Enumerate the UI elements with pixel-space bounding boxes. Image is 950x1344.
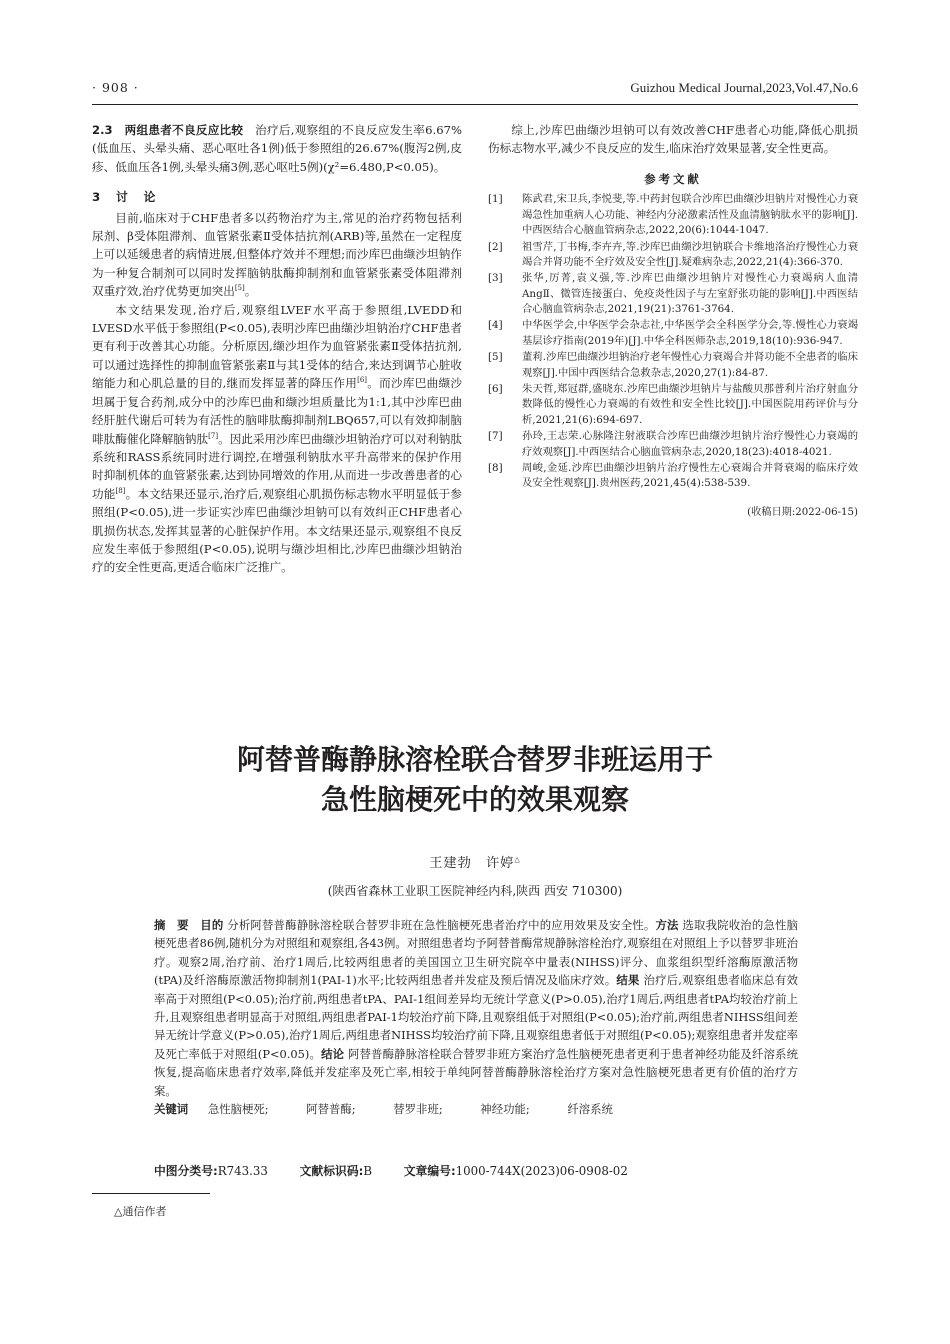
- reference-item: [7] 孙玲,王志荣.心脉隆注射液联合沙库巴曲缬沙坦钠片治疗慢性心力衰竭的疗效观察[J].中西医结合心脑血管病杂志,2020,18(23):4018-4021.: [488, 430, 858, 458]
- citation-6: [6]: [357, 376, 368, 385]
- section-3-heading: 3 讨 论: [92, 190, 158, 205]
- section-2-3-heading: 2.3 两组患者不良反应比较: [92, 123, 244, 137]
- reference-item: [8] 周峻,金延.沙库巴曲缬沙坦钠片治疗慢性左心衰竭合并肾衰竭的临床疗效及安全性观察[J].贵州医药,2021,45(4):538-539.: [488, 461, 858, 490]
- reference-item: [1] 陈武君,宋卫兵,李悦斐,等.中药封包联合沙库巴曲缬沙坦钠片对慢性心力衰竭急性加重病人心功能、神经内分泌激素活性及血清脑钠肽水平的影响[J].中西医结合心脑血管病杂志,2022,20(6):1044-1047.: [488, 193, 858, 237]
- method-text: 选取我院收治的急性脑梗死患者86例,随机分为对照组和观察组,各43例。对照组患者均予阿替普酶常规静脉溶栓治疗,观察组在对照组上予以替罗非班治疗。观察2周,治疗前、治疗1周后,比较两组患者的美国国立卫生研究院卒中量表(NIHSS)评分、血浆组织型纤溶酶原激活物(tPA)及纤溶酶原激活物抑制剂1(PAI-1)水平;比较两组患者并发症及预后情况及临床疗效。: [154, 918, 798, 988]
- clc-number: 中图分类号:R743.33: [154, 1164, 268, 1178]
- reference-item: [2] 祖雪芹,丁书梅,李卉卉,等.沙库巴曲缬沙坦钠联合卡维地洛治疗慢性心力衰竭合并肾功能不全疗效及安全性[J].疑难病杂志,2022,21(4):366-370.: [488, 240, 858, 269]
- keyword: 替罗非班;: [393, 1102, 443, 1117]
- reference-item: [4] 中华医学会,中华医学会杂志社,中华医学会全科医学分会,等.慢性心力衰竭基层诊疗指南(2019年)[J].中华全科医师杂志,2019,18(10):936-947.: [488, 319, 858, 348]
- running-header: [92, 80, 858, 100]
- section-2-3-text: 治疗后,观察组的不良反应发生率6.67%(低血压、头晕头痛、恶心呕吐各1例)低于参照组的26.67%(腹泻2例,皮疹、低血压各1例,头晕头痛3例,恶心呕吐5例)(χ²=6.480,P<0.05)。: [92, 123, 462, 174]
- discussion-paragraph-2: 本文结果发现,治疗后,观察组LVEF水平高于参照组,LVEDD和LVESD水平低于参照组(P<0.05),表明沙库巴曲缬沙坦钠治疗CHF患者更有利于改善其心功能。分析原因,缬沙坦作为血管紧张素Ⅱ受体拮抗剂,可以通过选择性的抑制血管紧张素Ⅱ与其1受体的结合,来达到调节心脏收缩能力和心肌总量的目的,继而发挥显著的降压作用[6]。而沙库巴曲缬沙坦属于复合药剂,成分中的沙库巴曲和缬沙坦质量比为1:1,其中沙库巴曲经肝脏代谢后可转为有活性的脑啡肽酶抑制剂LBQ657,可以有效抑制脑啡肽酶催化降解脑钠肽[7]。因此采用沙库巴曲缬沙坦钠治疗可以对利钠肽系统和RASS系统同时进行调控,在增强利钠肽水平升高带来的保护作用时抑制机体的血管紧张素,达到协同增效的作用,从而进一步改善患者的心功能[8]。本文结果还显示,治疗后,观察组心肌损伤标志物水平明显低于参照组(P<0.05),进一步证实沙库巴曲缬沙坦钠可以有效纠正CHF患者心肌损伤状态,发挥其显著的心脏保护作用。本文结果还显示,观察组不良反应发生率低于参照组(P<0.05),说明与缬沙坦相比,沙库巴曲缬沙坦钠治疗的安全性更高,更适合临床广泛推广。: [92, 302, 462, 575]
- reference-item: [5] 董莉.沙库巴曲缬沙坦钠治疗老年慢性心力衰竭合并肾功能不全患者的临床观察[J].中国中西医结合急救杂志,2020,27(1):84-87.: [488, 351, 858, 379]
- journal-citation: Guizhou Medical Journal,2023,Vol.47,No.6: [630, 80, 858, 95]
- objective-label: 目的: [200, 918, 224, 932]
- reference-list: [488, 192, 858, 492]
- discussion-paragraph-1: 目前,临床对于CHF患者多以药物治疗为主,常见的治疗药物包括利尿剂、β受体阻滞剂、血管紧张素Ⅱ受体拮抗剂(ARB)等,虽然在一定程度上可以延缓患者的病情进展,但整体疗效并不理想;而沙库巴曲缬沙坦钠作为一种复合制剂可以同时发挥脑钠肽酶抑制剂和血管紧张素受体阻滞剂双重疗效,治疗优势更加突出[5]。: [92, 210, 462, 299]
- corresponding-mark: △: [514, 855, 521, 864]
- references-heading: 参考文献: [644, 171, 702, 186]
- result-label: 结果: [616, 973, 640, 988]
- citation-7: [7]: [208, 431, 219, 440]
- affiliation: (陕西省森林工业职工医院神经内科,陕西 西安 710300): [327, 884, 623, 898]
- objective-text: 分析阿替普酶静脉溶栓联合替罗非班在急性脑梗死患者治疗中的应用效果及安全性。: [227, 918, 656, 932]
- classification-line: [154, 1162, 798, 1179]
- abstract: [154, 916, 798, 1118]
- document-code: 文献标识码:B: [299, 1164, 372, 1178]
- keyword: 急性脑梗死;: [207, 1102, 269, 1117]
- title-line-2: 急性脑梗死中的效果观察: [320, 783, 629, 816]
- authors: 王建勃 许婷△: [429, 855, 521, 871]
- footnote-corresponding-author: △通信作者: [114, 1205, 167, 1218]
- received-date: (收稿日期:2022-06-15): [747, 507, 858, 518]
- conclusion-paragraph: 综上,沙库巴曲缬沙坦钠可以有效改善CHF患者心功能,降低心肌损伤标志物水平,减少不良反应的发生,临床治疗效果显著,安全性更高。: [488, 123, 858, 156]
- keyword: 纤溶系统: [567, 1102, 613, 1117]
- abstract-body: [154, 916, 798, 1100]
- article-title: [0, 740, 950, 820]
- article-number: 文章编号:1000-744X(2023)06-0908-02: [403, 1164, 628, 1178]
- citation-5: [5]: [234, 284, 245, 293]
- result-text: 治疗后,观察组患者临床总有效率高于对照组(P<0.05);治疗前,两组患者tPA、PAI-1组间差异均无统计学意义(P>0.05),治疗1周后,两组患者tPA均较治疗前上升,且观察组患者明显高于对照组,两组患者PAI-1均较治疗前下降,且观察组低于对照组(P<0.05);治疗前,两组患者NIHSS组间差异无统计学意义(P>0.05),治疗1周后,两组患者NIHSS均较治疗前下降,且观察组患者低于对照组(P<0.05);观察组患者并发症率及死亡率低于对照组(P<0.05)。: [154, 973, 798, 1061]
- keyword: 神经功能;: [480, 1102, 530, 1117]
- title-line-1: 阿替普酶静脉溶栓联合替罗非班运用于: [236, 743, 713, 776]
- keyword: 阿替普酶;: [306, 1102, 356, 1117]
- citation-8: [8]: [115, 486, 126, 495]
- abstract-label: 摘 要: [154, 918, 189, 932]
- reference-item: [6] 朱天哲,郑冠群,盛晓东.沙库巴曲缬沙坦钠片与盐酸贝那普利片治疗射血分数降低的慢性心力衰竭的有效性和安全性比较[J].中国医院用药评价与分析,2021,21(6):694-697.: [488, 382, 858, 427]
- keywords-label: 关键词: [154, 1102, 189, 1117]
- conclusion-text: 阿替普酶静脉溶栓联合替罗非班方案治疗急性脑梗死患者更利于患者神经功能及纤溶系统恢复,提高临床患者疗效率,降低并发症率及死亡率,相较于单纯阿替普酶静脉溶栓治疗方案对急性脑梗死患者更有价值的治疗方案。: [154, 1046, 798, 1098]
- method-label: 方法: [655, 918, 679, 932]
- keywords: [154, 1100, 798, 1118]
- right-column: [488, 121, 858, 522]
- conclusion-label: 结论: [321, 1046, 345, 1061]
- section-2-3: [92, 121, 462, 176]
- footnote-rule: [92, 1193, 210, 1194]
- reference-item: [3] 张华,厉菁,袁义强,等.沙库巴曲缬沙坦钠片对慢性心力衰竭病人血清AngⅡ、微管连接蛋白、免疫炎性因子与左室舒张功能的影响[J].中西医结合心脑血管病杂志,2021,19(21):3761-3764.: [488, 272, 858, 316]
- header-rule: [92, 104, 858, 105]
- page-number: · 908 ·: [92, 80, 139, 95]
- left-column: [92, 121, 462, 577]
